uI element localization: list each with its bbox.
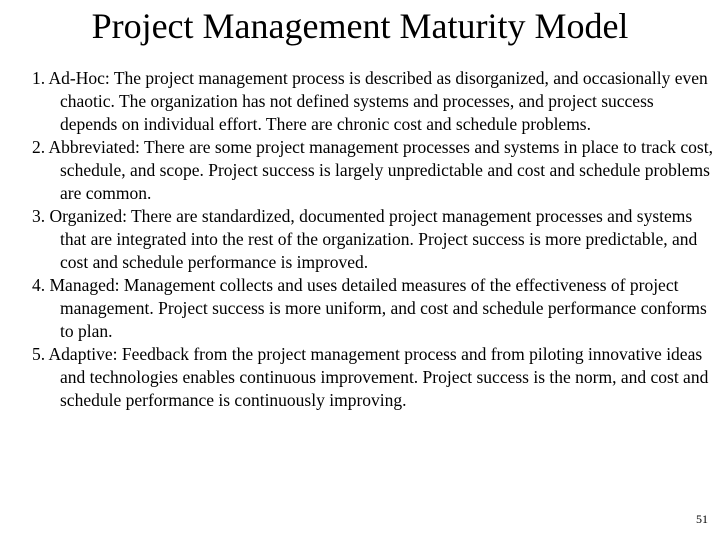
list-item-abbreviated: 2. Abbreviated: There are some project management processes and systems in place to track cost, schedule, and scope. Project success is largely unpredictable and cost and schedule problems are common.: [32, 137, 713, 203]
list-item-organized: 3. Organized: There are standardized, documented project management processes and systems that are integrated into the rest of the organization. Project success is more predictable, and cost and schedule performance is improved.: [32, 206, 698, 272]
maturity-levels-list: [32, 67, 714, 412]
list-item-ad-hoc: 1. Ad-Hoc: The project management process is described as disorganized, and occasionally even chaotic. The organization has not defined systems and processes, and project success depends on individual effort. There are chronic cost and schedule problems.: [32, 68, 708, 134]
list-item-adaptive: 5. Adaptive: Feedback from the project management process and from piloting innovative ideas and technologies enables continuous improvement. Project success is the norm, and cost and schedule performance is continuously improving.: [32, 344, 709, 410]
page-title: Project Management Maturity Model: [91, 6, 629, 46]
list-item-managed: 4. Managed: Management collects and uses detailed measures of the effectiveness of project management. Project success is more uniform, and cost and schedule performance conforms to plan.: [32, 275, 707, 341]
page-number: 51: [696, 512, 708, 526]
